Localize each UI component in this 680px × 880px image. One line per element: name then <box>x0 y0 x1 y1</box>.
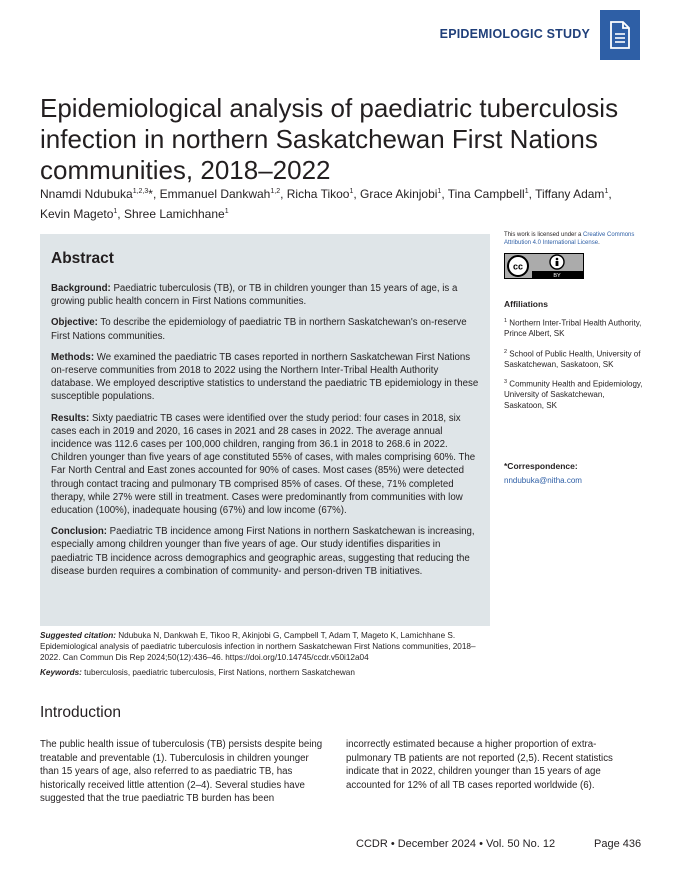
introduction-heading: Introduction <box>40 704 121 721</box>
author: Nnamdi Ndubuka <box>40 187 133 201</box>
author: Shree Lamichhane <box>123 207 225 221</box>
journal-footer: CCDR • December 2024 • Vol. 50 No. 12 <box>356 838 556 850</box>
author-affiliation-marker: 1,2,3 <box>132 188 149 195</box>
author-affiliation-marker: 1 <box>224 208 229 215</box>
document-icon <box>600 10 640 60</box>
affiliations-heading: Affiliations <box>504 299 548 309</box>
affiliation-item: $^1$ Northern Inter-Tribal Health Authority, Prince Albert, SK <box>504 318 642 339</box>
introduction-column-2: incorrectly estimated because a higher proportion of extra-pulmonary TB patients are not reported (2,5). Recent statistics indicate that in 2022, children younger than 15 years of age accounted for 12% of all TB cases reported worldwide (6). <box>346 739 613 791</box>
abstract-results: Results: Sixty paediatric TB cases were identified over the study period: four cases in 2018, six cases each in 2019 and 2020, 16 cases in 2021 and 28 cases in 2022. The average annual incidence was 112.6 cases per 100,000 children, ranging from 36.1 in 2018 to 268.6 in 2022. Children younger than five years of age constituted 55% of cases, with males comprising 60%. The Far North Central and East zones accounted for 90% of cases. Most cases (85%) were detected through contact tracing and pulmonary TB comprised 85% of cases. Of these, 71% completed therapy, while 27% were still in treatment. Cases were predominantly from communities with low education (100%), inadequate housing (67%) and low income (67%). <box>51 412 476 517</box>
author-affiliation-marker: 1 <box>604 188 609 195</box>
author: Tina Campbell <box>447 187 525 201</box>
author-list: Nnamdi Ndubuka$^{1,2,3}$*, Emmanuel Dankwah$^{1,2}$, Richa Tikoo$^1$, Grace Akinjobi$^1$, Tina Campbell$^1$, Tiffany Adam$^1$, Kevin Mageto$^1$, Shree Lamichhane$^1$ <box>40 187 612 221</box>
correspondence-email[interactable]: nndubuka@nitha.com <box>504 476 582 486</box>
svg-text:cc: cc <box>512 261 524 272</box>
suggested-citation: Suggested citation: Ndubuka N, Dankwah E, Tikoo R, Akinjobi G, Campbell T, Adam T, Mageto K, Lamichhane S. Epidemiological analysis of paediatric tuberculosis infection in northern Saskatchewan First Nations communities, 2018–2022. Can Commun Dis Rep 2024;50(12):436–46. https://doi.org/10.14745/ccdr.v50i12a04 <box>40 631 476 663</box>
page-number: Page 436 <box>594 838 642 850</box>
author: Emmanuel Dankwah <box>159 187 271 201</box>
keywords: Keywords: tuberculosis, paediatric tuberculosis, First Nations, northern Saskatchewan <box>40 668 355 677</box>
sidebar <box>504 232 644 485</box>
article-title: Epidemiological analysis of paediatric tuberculosis infection in northern Saskatchewan First Nations communities, 2018–2022 <box>40 93 619 186</box>
introduction-column-1: The public health issue of tuberculosis (TB) persists despite being treatable and preventable (1). Tuberculosis in children younger than 15 years of age, also referred to as paediatric TB, has historically received little attention (2–4). Several studies have suggested that the true paediatric TB burden has been <box>40 739 323 805</box>
author: Tiffany Adam <box>535 187 605 201</box>
license-link[interactable]: Creative Commons Attribution 4.0 International License <box>504 232 635 246</box>
author-affiliation-marker: 1,2 <box>270 188 281 195</box>
svg-text:BY: BY <box>553 273 561 279</box>
author: Grace Akinjobi <box>360 187 438 201</box>
author-affiliation-marker: 1 <box>437 188 442 195</box>
license-note: This work is licensed under a Creative Commons Attribution 4.0 International License. <box>504 232 635 246</box>
abstract-conclusion: Conclusion: Paediatric TB incidence among First Nations in northern Saskatchewan is increasing, especially among children younger than five years of age. Our study identifies disparities in paediatric TB incidence across demographics and geographic areas, suggesting that reducing the disease burden requires a combination of community- and person-driven TB initiatives. <box>51 526 475 577</box>
section-label: EPIDEMIOLOGIC STUDY <box>439 27 590 41</box>
cc-by-license-icon[interactable] <box>504 253 584 279</box>
author: Richa Tikoo <box>286 187 350 201</box>
affiliation-item: $^2$ School of Public Health, University of Saskatchewan, Saskatoon, SK <box>504 348 641 369</box>
author-affiliation-marker: 1 <box>524 188 529 195</box>
affiliation-item: $^3$ Community Health and Epidemiology, University of Saskatchewan, Saskatoon, SK <box>504 379 643 410</box>
author-affiliation-marker: 1 <box>113 208 118 215</box>
abstract-methods: Methods: We examined the paediatric TB cases reported in northern Saskatchewan First Nations on-reserve communities from 2018 to 2022 using the Northern Inter-Tribal Health Authority database. We employed descriptive statistics to understand the paediatric TB epidemiology in these susceptible populations. <box>51 351 479 403</box>
corresponding-marker: * <box>148 187 153 201</box>
abstract-background: Background: Paediatric tuberculosis (TB), or TB in children younger than 15 years of age, is a growing public health concern in First Nations communities. <box>51 283 458 308</box>
correspondence-heading: *Correspondence: <box>504 461 578 472</box>
author-affiliation-marker: 1 <box>349 188 354 195</box>
abstract-box <box>40 234 490 626</box>
abstract-objective: Objective: To describe the epidemiology of paediatric TB in northern Saskatchewan's on-reserve First Nations communities. <box>51 317 467 342</box>
author: Kevin Mageto <box>40 207 114 221</box>
abstract-heading: Abstract <box>51 250 114 267</box>
